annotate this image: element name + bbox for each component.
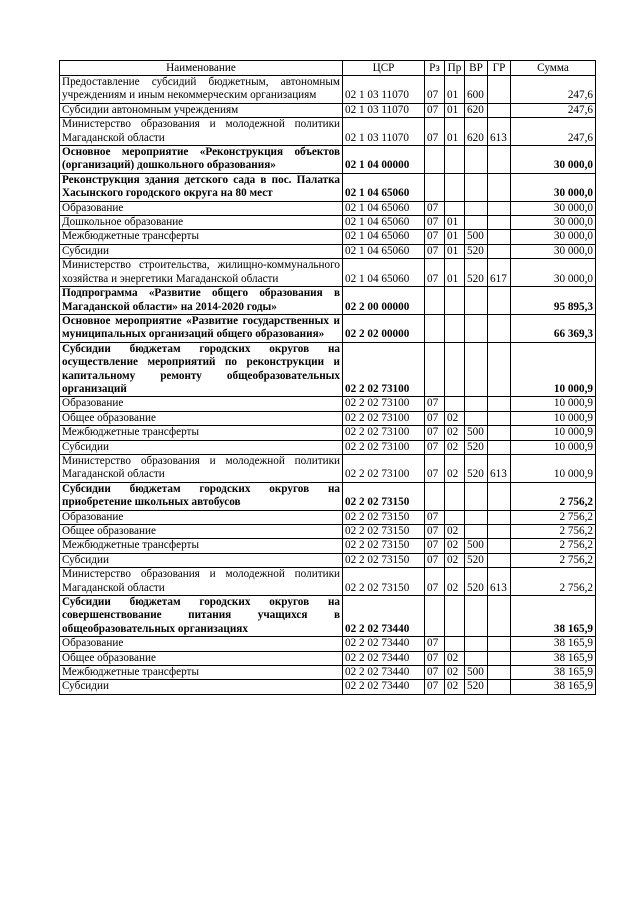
cell-name: Межбюджетные трансферты (60, 666, 343, 680)
cell-gr (488, 76, 511, 104)
table-row (60, 397, 596, 411)
cell-pr (445, 482, 465, 510)
cell-pr: 02 (445, 680, 465, 694)
cell-csr: 02 1 03 11070 (343, 118, 425, 146)
cell-gr: 613 (488, 118, 511, 146)
cell-rz: 07 (425, 539, 445, 553)
cell-pr (445, 510, 465, 524)
cell-pr: 01 (445, 103, 465, 117)
cell-rz: 07 (425, 510, 445, 524)
cell-pr: 02 (445, 568, 465, 596)
cell-csr: 02 2 02 73150 (343, 553, 425, 567)
cell-sum: 2 756,2 (511, 525, 596, 539)
header-gr: ГР (488, 61, 511, 76)
cell-rz: 07 (425, 568, 445, 596)
header-pr: Пр (445, 61, 465, 76)
cell-pr: 02 (445, 525, 465, 539)
cell-name: Межбюджетные трансферты (60, 426, 343, 440)
cell-pr: 02 (445, 454, 465, 482)
cell-gr (488, 426, 511, 440)
cell-name: Субсидии (60, 680, 343, 694)
cell-rz: 07 (425, 411, 445, 425)
cell-csr: 02 2 02 73440 (343, 680, 425, 694)
table-row (60, 596, 596, 637)
cell-name: Министерство образования и молодежной политики Магаданской области (60, 454, 343, 482)
cell-rz: 07 (425, 230, 445, 244)
header-row (60, 61, 596, 76)
cell-sum: 2 756,2 (511, 539, 596, 553)
cell-pr: 02 (445, 553, 465, 567)
cell-rz (425, 146, 445, 174)
cell-rz: 07 (425, 553, 445, 567)
cell-gr: 613 (488, 454, 511, 482)
header-vr: ВР (465, 61, 488, 76)
cell-name: Субсидии бюджетам городских округов на совершенствование питания учащихся в общеобразовательных организациях (60, 596, 343, 637)
cell-vr (465, 411, 488, 425)
cell-csr: 02 1 03 11070 (343, 103, 425, 117)
cell-sum: 10 000,9 (511, 426, 596, 440)
cell-rz (425, 482, 445, 510)
cell-pr (445, 314, 465, 342)
table-row (60, 454, 596, 482)
table-row (60, 342, 596, 397)
cell-vr: 520 (465, 568, 488, 596)
cell-rz: 07 (425, 201, 445, 215)
cell-name: Субсидии (60, 244, 343, 258)
table-row (60, 118, 596, 146)
cell-csr: 02 1 04 65060 (343, 216, 425, 230)
cell-gr (488, 397, 511, 411)
table-row (60, 440, 596, 454)
cell-vr (465, 482, 488, 510)
cell-csr: 02 1 04 65060 (343, 201, 425, 215)
cell-vr: 520 (465, 680, 488, 694)
cell-rz (425, 342, 445, 397)
cell-pr: 02 (445, 666, 465, 680)
cell-name: Дошкольное образование (60, 216, 343, 230)
cell-sum: 2 756,2 (511, 510, 596, 524)
cell-vr (465, 146, 488, 174)
cell-pr (445, 287, 465, 315)
cell-gr (488, 201, 511, 215)
cell-gr (488, 440, 511, 454)
cell-rz: 07 (425, 454, 445, 482)
cell-csr: 02 2 02 73150 (343, 510, 425, 524)
table-row (60, 482, 596, 510)
cell-sum: 95 895,3 (511, 287, 596, 315)
cell-gr (488, 596, 511, 637)
cell-pr: 01 (445, 76, 465, 104)
cell-name: Межбюджетные трансферты (60, 230, 343, 244)
table-row (60, 666, 596, 680)
cell-vr (465, 637, 488, 651)
cell-sum: 38 165,9 (511, 637, 596, 651)
header-sum: Сумма (511, 61, 596, 76)
cell-sum: 30 000,0 (511, 201, 596, 215)
cell-rz (425, 173, 445, 201)
table-row (60, 76, 596, 104)
cell-pr: 02 (445, 651, 465, 665)
header-rz: Рз (425, 61, 445, 76)
cell-csr: 02 2 00 00000 (343, 287, 425, 315)
cell-sum: 38 165,9 (511, 666, 596, 680)
cell-gr (488, 103, 511, 117)
cell-rz: 07 (425, 637, 445, 651)
cell-name: Основное мероприятие «Реконструкция объектов (организаций) дошкольного образования» (60, 146, 343, 174)
cell-csr: 02 2 02 73100 (343, 397, 425, 411)
cell-rz: 07 (425, 103, 445, 117)
cell-csr: 02 1 04 65060 (343, 173, 425, 201)
cell-rz: 07 (425, 651, 445, 665)
cell-gr (488, 525, 511, 539)
cell-vr: 500 (465, 426, 488, 440)
table-row (60, 539, 596, 553)
cell-name: Министерство строительства, жилищно-коммунального хозяйства и энергетики Магаданской области (60, 259, 343, 287)
cell-sum: 66 369,3 (511, 314, 596, 342)
cell-sum: 2 756,2 (511, 553, 596, 567)
cell-csr: 02 2 02 73150 (343, 482, 425, 510)
cell-gr (488, 287, 511, 315)
cell-pr: 01 (445, 216, 465, 230)
cell-name: Образование (60, 397, 343, 411)
table-row (60, 103, 596, 117)
table-row (60, 568, 596, 596)
cell-sum: 10 000,9 (511, 440, 596, 454)
cell-sum: 247,6 (511, 103, 596, 117)
cell-vr: 620 (465, 103, 488, 117)
table-row (60, 553, 596, 567)
cell-vr (465, 510, 488, 524)
cell-name: Субсидии бюджетам городских округов на приобретение школьных автобусов (60, 482, 343, 510)
cell-name: Образование (60, 510, 343, 524)
cell-name: Субсидии (60, 553, 343, 567)
cell-vr: 520 (465, 454, 488, 482)
cell-sum: 30 000,0 (511, 146, 596, 174)
cell-vr: 600 (465, 76, 488, 104)
cell-pr (445, 146, 465, 174)
cell-sum: 10 000,9 (511, 411, 596, 425)
cell-gr (488, 651, 511, 665)
cell-csr: 02 1 04 65060 (343, 230, 425, 244)
cell-vr: 500 (465, 666, 488, 680)
cell-csr: 02 2 02 73150 (343, 539, 425, 553)
cell-csr: 02 2 02 73440 (343, 637, 425, 651)
header-name: Наименование (60, 61, 343, 76)
cell-vr (465, 651, 488, 665)
table-row (60, 230, 596, 244)
cell-pr: 02 (445, 440, 465, 454)
cell-rz: 07 (425, 666, 445, 680)
cell-pr: 02 (445, 411, 465, 425)
cell-gr (488, 637, 511, 651)
table-row (60, 426, 596, 440)
table-row (60, 651, 596, 665)
cell-gr (488, 216, 511, 230)
cell-name: Общее образование (60, 651, 343, 665)
cell-rz (425, 314, 445, 342)
cell-rz: 07 (425, 118, 445, 146)
budget-table (59, 60, 596, 695)
table-row (60, 216, 596, 230)
table-row (60, 201, 596, 215)
cell-sum: 38 165,9 (511, 680, 596, 694)
table-header (60, 61, 596, 76)
cell-vr (465, 201, 488, 215)
header-csr: ЦСР (343, 61, 425, 76)
cell-name: Министерство образования и молодежной политики Магаданской области (60, 568, 343, 596)
cell-pr: 02 (445, 539, 465, 553)
cell-name: Общее образование (60, 525, 343, 539)
cell-gr: 613 (488, 568, 511, 596)
cell-name: Образование (60, 201, 343, 215)
cell-csr: 02 2 02 73100 (343, 440, 425, 454)
cell-vr (465, 314, 488, 342)
cell-vr (465, 525, 488, 539)
cell-gr (488, 666, 511, 680)
cell-csr: 02 1 04 65060 (343, 259, 425, 287)
cell-sum: 2 756,2 (511, 482, 596, 510)
cell-name: Межбюджетные трансферты (60, 539, 343, 553)
cell-vr: 520 (465, 259, 488, 287)
cell-csr: 02 1 04 00000 (343, 146, 425, 174)
cell-name: Субсидии (60, 440, 343, 454)
table-row (60, 244, 596, 258)
cell-sum: 30 000,0 (511, 230, 596, 244)
table-body (60, 76, 596, 695)
cell-csr: 02 2 02 73100 (343, 426, 425, 440)
cell-vr: 520 (465, 440, 488, 454)
cell-sum: 38 165,9 (511, 651, 596, 665)
cell-csr: 02 2 02 73100 (343, 411, 425, 425)
cell-sum: 38 165,9 (511, 596, 596, 637)
cell-csr: 02 2 02 73440 (343, 596, 425, 637)
cell-pr: 01 (445, 230, 465, 244)
cell-gr (488, 510, 511, 524)
cell-gr (488, 482, 511, 510)
cell-csr: 02 2 02 73100 (343, 342, 425, 397)
cell-rz: 07 (425, 680, 445, 694)
cell-csr: 02 2 02 00000 (343, 314, 425, 342)
cell-gr (488, 244, 511, 258)
table-row (60, 259, 596, 287)
cell-pr: 01 (445, 118, 465, 146)
cell-csr: 02 2 02 73440 (343, 651, 425, 665)
cell-rz: 07 (425, 397, 445, 411)
cell-gr (488, 539, 511, 553)
cell-rz (425, 287, 445, 315)
cell-pr (445, 397, 465, 411)
cell-vr (465, 216, 488, 230)
cell-vr: 520 (465, 553, 488, 567)
cell-sum: 30 000,0 (511, 216, 596, 230)
cell-pr (445, 596, 465, 637)
cell-csr: 02 2 02 73150 (343, 525, 425, 539)
cell-gr (488, 342, 511, 397)
cell-rz: 07 (425, 440, 445, 454)
cell-gr (488, 553, 511, 567)
table-row (60, 287, 596, 315)
cell-gr (488, 680, 511, 694)
table-row (60, 146, 596, 174)
cell-name: Подпрограмма «Развитие общего образования в Магаданской области» на 2014-2020 годы» (60, 287, 343, 315)
cell-vr (465, 287, 488, 315)
cell-sum: 2 756,2 (511, 568, 596, 596)
table-row (60, 510, 596, 524)
cell-csr: 02 2 02 73100 (343, 454, 425, 482)
cell-pr (445, 173, 465, 201)
cell-sum: 30 000,0 (511, 244, 596, 258)
cell-pr (445, 637, 465, 651)
cell-csr: 02 2 02 73150 (343, 568, 425, 596)
table-row (60, 411, 596, 425)
cell-sum: 30 000,0 (511, 259, 596, 287)
cell-vr: 500 (465, 539, 488, 553)
cell-name: Образование (60, 637, 343, 651)
cell-name: Субсидии бюджетам городских округов на осуществление мероприятий по реконструкции и капитальному ремонту общеобразовательных организаций (60, 342, 343, 397)
table-row (60, 314, 596, 342)
cell-vr (465, 342, 488, 397)
cell-gr (488, 173, 511, 201)
table-row (60, 173, 596, 201)
cell-sum: 30 000,0 (511, 173, 596, 201)
cell-csr: 02 2 02 73440 (343, 666, 425, 680)
cell-name: Субсидии автономным учреждениям (60, 103, 343, 117)
cell-name: Общее образование (60, 411, 343, 425)
cell-name: Министерство образования и молодежной политики Магаданской области (60, 118, 343, 146)
cell-csr: 02 1 04 65060 (343, 244, 425, 258)
cell-pr (445, 342, 465, 397)
cell-pr: 01 (445, 259, 465, 287)
cell-rz: 07 (425, 259, 445, 287)
cell-rz: 07 (425, 525, 445, 539)
table-row (60, 637, 596, 651)
cell-vr (465, 397, 488, 411)
cell-vr: 620 (465, 118, 488, 146)
cell-sum: 247,6 (511, 118, 596, 146)
cell-sum: 10 000,9 (511, 342, 596, 397)
cell-rz: 07 (425, 244, 445, 258)
cell-pr (445, 201, 465, 215)
cell-gr (488, 230, 511, 244)
cell-vr (465, 596, 488, 637)
cell-gr (488, 411, 511, 425)
cell-vr: 500 (465, 230, 488, 244)
cell-csr: 02 1 03 11070 (343, 76, 425, 104)
cell-gr: 617 (488, 259, 511, 287)
cell-vr: 520 (465, 244, 488, 258)
cell-name: Предоставление субсидий бюджетным, автономным учреждениям и иным некоммерческим организациям (60, 76, 343, 104)
cell-name: Основное мероприятие «Развитие государственных и муниципальных организаций общего образования» (60, 314, 343, 342)
cell-rz: 07 (425, 216, 445, 230)
cell-gr (488, 146, 511, 174)
cell-vr (465, 173, 488, 201)
cell-rz: 07 (425, 426, 445, 440)
table-row (60, 525, 596, 539)
cell-rz (425, 596, 445, 637)
cell-name: Реконструкция здания детского сада в пос. Палатка Хасынского городского округа на 80 мест (60, 173, 343, 201)
cell-pr: 01 (445, 244, 465, 258)
cell-gr (488, 314, 511, 342)
cell-sum: 10 000,9 (511, 454, 596, 482)
cell-pr: 02 (445, 426, 465, 440)
cell-sum: 247,6 (511, 76, 596, 104)
table-row (60, 680, 596, 694)
cell-sum: 10 000,9 (511, 397, 596, 411)
cell-rz: 07 (425, 76, 445, 104)
